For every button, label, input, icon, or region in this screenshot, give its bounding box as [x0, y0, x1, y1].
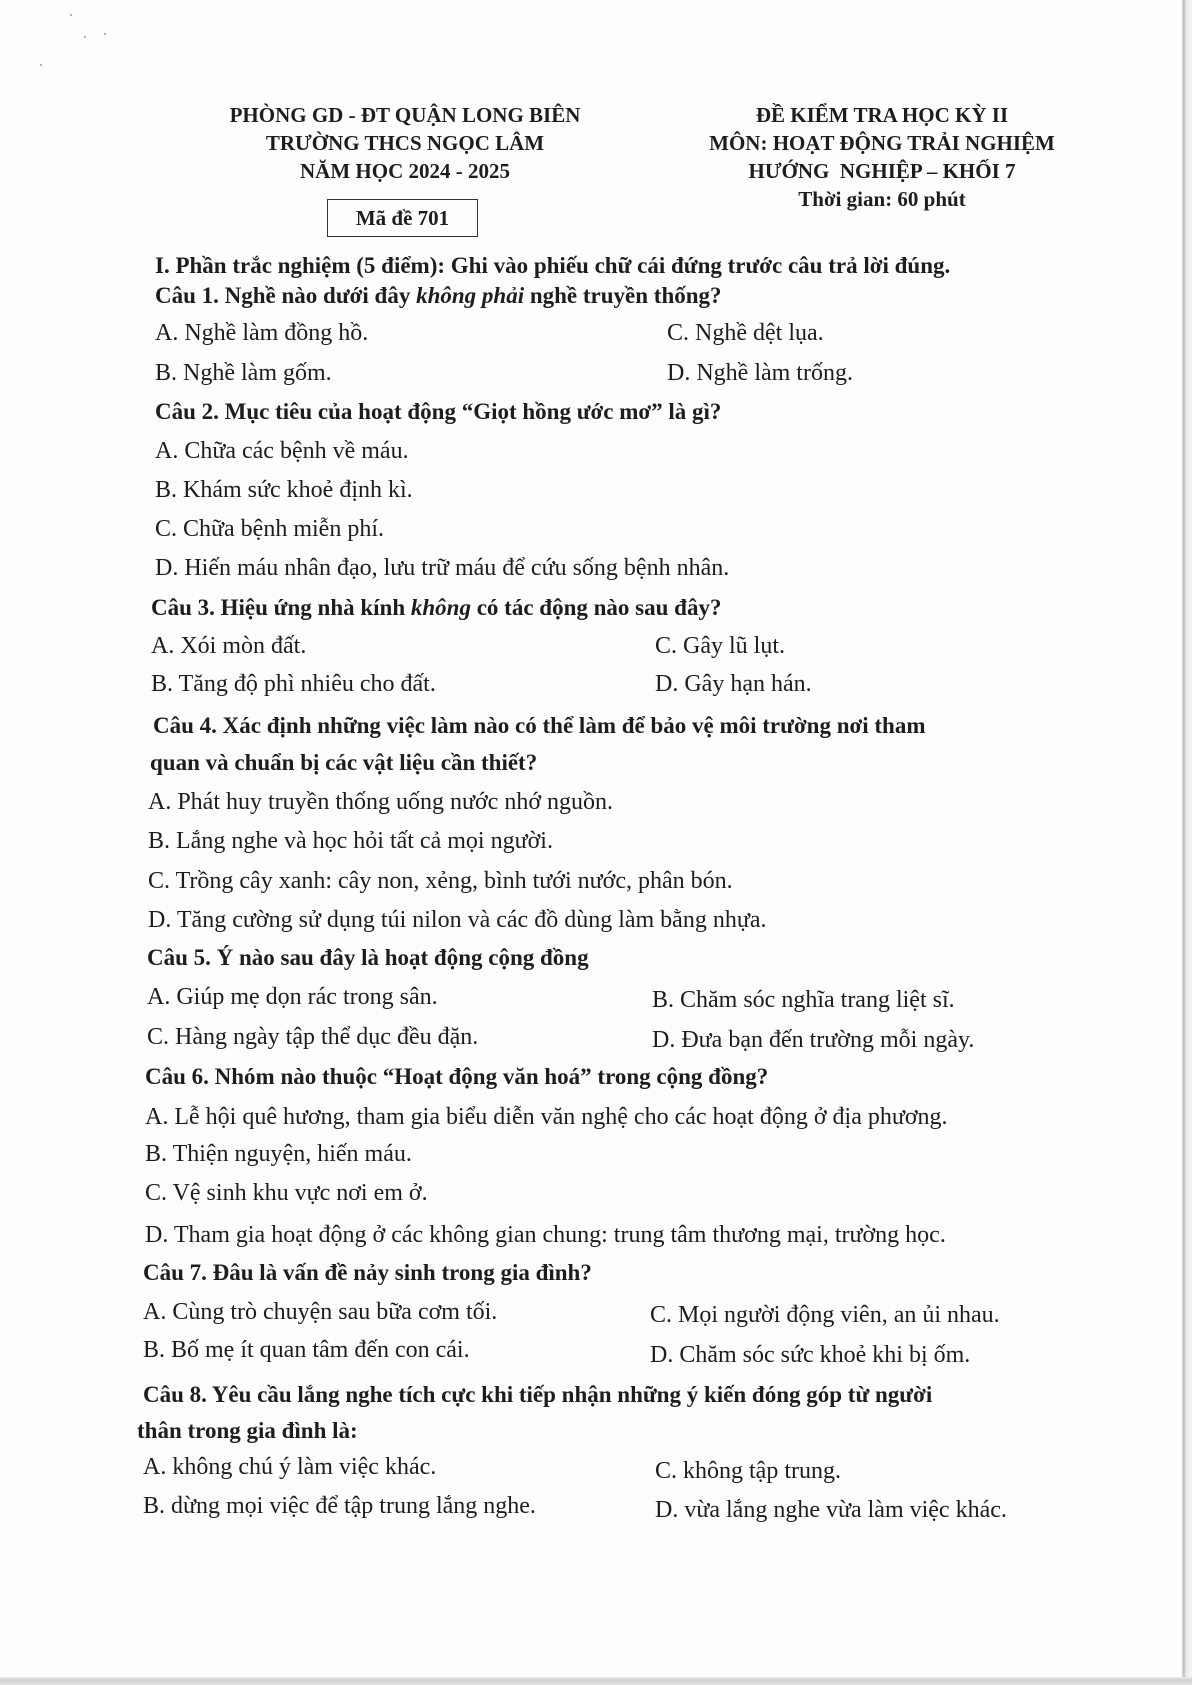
- exam-stream: HƯỚNG NGHIỆP – KHỐI 7: [748, 159, 1016, 183]
- department-name: PHÒNG GD - ĐT QUẬN LONG BIÊN: [229, 103, 581, 127]
- school-year: NĂM HỌC 2024 - 2025: [300, 159, 510, 183]
- option-2d: D. Hiến máu nhân đạo, lưu trữ máu để cứu sống bệnh nhân.: [155, 555, 730, 581]
- option-2a: A. Chữa các bệnh về máu.: [155, 438, 409, 464]
- question-7-prompt: Câu 7. Đâu là vấn đề nảy sinh trong gia đình?: [143, 1260, 592, 1285]
- option-5a: A. Giúp mẹ dọn rác trong sân.: [147, 984, 438, 1010]
- option-6c: C. Vệ sinh khu vực nơi em ở.: [145, 1180, 428, 1206]
- question-3-prompt: [151, 593, 721, 623]
- scan-speck: [40, 64, 42, 66]
- exam-subject: MÔN: HOẠT ĐỘNG TRẢI NGHIỆM: [709, 131, 1055, 155]
- option-8d: D. vừa lắng nghe vừa làm việc khác.: [655, 1497, 1007, 1523]
- scan-edge-bottom: [0, 1677, 1192, 1685]
- scan-edge-right: [1182, 0, 1192, 1685]
- option-7c: C. Mọi người động viên, an ủi nhau.: [650, 1302, 1000, 1328]
- scan-speck: [84, 36, 86, 38]
- question-4-prompt-line-2: quan và chuẩn bị các vật liệu cần thiết?: [150, 750, 538, 775]
- option-1d: D. Nghề làm trống.: [667, 360, 853, 386]
- question-8-prompt-line-2: thân trong gia đình là:: [137, 1418, 358, 1443]
- option-1c: C. Nghề dệt lụa.: [667, 320, 824, 346]
- question-1-emphasis: không phải: [416, 283, 525, 308]
- option-7a: A. Cùng trò chuyện sau bữa cơm tối.: [143, 1299, 498, 1325]
- exam-title: ĐỀ KIỂM TRA HỌC KỲ II: [755, 103, 1009, 127]
- option-7b: B. Bố mẹ ít quan tâm đến con cái.: [143, 1337, 470, 1363]
- option-3b: B. Tăng độ phì nhiêu cho đất.: [151, 671, 436, 697]
- question-4-prompt-line-1: Câu 4. Xác định những việc làm nào có thể làm để bảo vệ môi trường nơi tham: [153, 713, 926, 738]
- question-2-prompt: Câu 2. Mục tiêu của hoạt động “Giọt hồng ước mơ” là gì?: [155, 399, 722, 424]
- option-6a: A. Lễ hội quê hương, tham gia biểu diễn văn nghệ cho các hoạt động ở địa phương.: [145, 1104, 948, 1130]
- option-4c: C. Trồng cây xanh: cây non, xẻng, bình tưới nước, phân bón.: [148, 868, 733, 894]
- question-3-text-start: Câu 3. Hiệu ứng nhà kính: [151, 595, 411, 620]
- question-5-prompt: Câu 5. Ý nào sau đây là hoạt động cộng đồng: [147, 945, 589, 970]
- option-6d: D. Tham gia hoạt động ở các không gian chung: trung tâm thương mại, trường học.: [145, 1222, 946, 1248]
- option-4d: D. Tăng cường sử dụng túi nilon và các đồ dùng làm bằng nhựa.: [148, 907, 767, 933]
- option-4a: A. Phát huy truyền thống uống nước nhớ nguồn.: [148, 789, 614, 815]
- question-1-text-end: nghề truyền thống?: [524, 283, 722, 308]
- option-8c: C. không tập trung.: [655, 1458, 841, 1484]
- option-6b: B. Thiện nguyện, hiến máu.: [145, 1141, 412, 1167]
- option-2c: C. Chữa bệnh miễn phí.: [155, 516, 384, 542]
- option-4b: B. Lắng nghe và học hỏi tất cả mọi người.: [148, 828, 553, 854]
- section-title: I. Phần trắc nghiệm (5 điểm): Ghi vào phiếu chữ cái đứng trước câu trả lời đúng.: [155, 253, 951, 278]
- option-5c: C. Hàng ngày tập thể dục đều đặn.: [147, 1024, 479, 1050]
- option-3a: A. Xói mòn đất.: [151, 633, 307, 659]
- exam-code-box: Mã đề 701: [327, 199, 478, 237]
- option-7d: D. Chăm sóc sức khoẻ khi bị ốm.: [650, 1342, 971, 1368]
- option-2b: B. Khám sức khoẻ định kì.: [155, 477, 413, 503]
- scan-speck: [70, 14, 72, 16]
- option-5b: B. Chăm sóc nghĩa trang liệt sĩ.: [652, 987, 955, 1013]
- question-1-prompt: [155, 281, 722, 311]
- question-8-prompt-line-1: Câu 8. Yêu cầu lắng nghe tích cực khi tiếp nhận những ý kiến đóng góp từ người: [143, 1382, 933, 1407]
- question-3-emphasis: không: [410, 595, 471, 620]
- scan-speck: [104, 33, 106, 35]
- option-1a: A. Nghề làm đồng hồ.: [155, 320, 369, 346]
- question-3-text-end: có tác động nào sau đây?: [470, 595, 722, 620]
- exam-duration: Thời gian: 60 phút: [798, 187, 966, 211]
- header-exam-block: [662, 101, 1102, 213]
- question-1-text-start: Câu 1. Nghề nào dưới đây: [155, 283, 417, 308]
- question-6-prompt: Câu 6. Nhóm nào thuộc “Hoạt động văn hoá” trong cộng đồng?: [145, 1064, 769, 1089]
- option-8b: B. dừng mọi việc để tập trung lắng nghe.: [143, 1493, 536, 1519]
- option-3d: D. Gây hạn hán.: [655, 671, 812, 697]
- option-8a: A. không chú ý làm việc khác.: [143, 1454, 437, 1480]
- option-5d: D. Đưa bạn đến trường mỗi ngày.: [652, 1027, 975, 1053]
- school-name: TRƯỜNG THCS NGỌC LÂM: [265, 131, 545, 155]
- option-3c: C. Gây lũ lụt.: [655, 633, 785, 659]
- option-1b: B. Nghề làm gốm.: [155, 360, 332, 386]
- header-school-block: [185, 101, 625, 185]
